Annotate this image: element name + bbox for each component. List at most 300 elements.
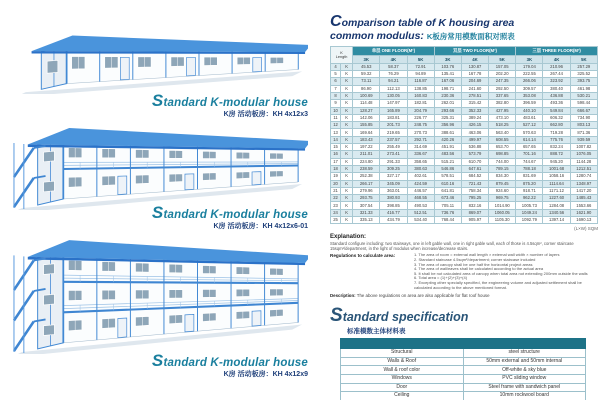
house-title: Standard K-modular house — [151, 91, 308, 110]
table-cell: 598.44 — [570, 100, 597, 107]
table-cell: 179.04 — [516, 63, 543, 70]
table-cell: 721.43 — [461, 180, 488, 187]
table-cell: 734.90 — [570, 114, 597, 121]
table-cell: 641.81 — [434, 187, 461, 194]
table-cell: 24 — [331, 209, 341, 216]
table-cell: 440.10 — [516, 107, 543, 114]
spec-item: Structural — [341, 349, 464, 358]
table-cell: 7 — [331, 85, 341, 92]
table-cell: 1001.68 — [543, 165, 570, 172]
table-cell: 252.38 — [353, 173, 380, 180]
table-cell: K — [341, 180, 353, 187]
table-row — [331, 122, 598, 129]
spec-value: steel structure — [463, 349, 586, 358]
table-cell: 1007.82 — [570, 144, 597, 151]
table-cell: 198.71 — [434, 85, 461, 92]
table-sub-header: 4K — [543, 55, 570, 63]
table-cell: 142.06 — [353, 114, 380, 121]
table-cell: 962.22 — [516, 195, 543, 202]
table-cell: 323.92 — [543, 78, 570, 85]
table-cell: 1340.56 — [543, 209, 570, 216]
table-row — [331, 136, 598, 143]
table-cell: 427.95 — [489, 107, 516, 114]
table-cell: K — [341, 122, 353, 129]
table-cell: 388.61 — [434, 129, 461, 136]
table-cell: 19 — [331, 173, 341, 180]
table-cell: 12 — [331, 122, 341, 129]
table-cell: K — [341, 187, 353, 194]
table-cell: 147.97 — [380, 100, 407, 107]
table-cell: 23 — [331, 202, 341, 209]
table-cell: 698.85 — [489, 151, 516, 158]
house-subtitle: K房 活动板房：KH 4x12x3 — [223, 110, 308, 118]
table-cell: 869.07 — [461, 209, 488, 216]
table-cell: 1005.73 — [516, 202, 543, 209]
table-row — [331, 187, 598, 194]
table-row — [331, 209, 598, 216]
table-cell: K — [341, 114, 353, 121]
table-cell: 396.59 — [516, 100, 543, 107]
regulations-block — [330, 253, 598, 290]
table-cell: 273.41 — [380, 151, 407, 158]
table-cell: 356.96 — [434, 122, 461, 129]
table-cell: 293.66 — [434, 107, 461, 114]
spec-row — [341, 349, 586, 358]
table-cell: 795.25 — [461, 195, 488, 202]
table-cell: 1227.60 — [543, 195, 570, 202]
house-illustration-1-floor — [16, 28, 308, 94]
house-label-3 — [40, 352, 308, 378]
table-cell: 307.54 — [353, 202, 380, 209]
regulation-item: 6. Total area = (1)+(2)+(3)+(4) — [414, 275, 468, 281]
table-cell: 1397.14 — [543, 217, 570, 224]
table-cell: 473.10 — [489, 114, 516, 121]
table-cell: 183.43 — [353, 136, 380, 143]
spec-table — [340, 338, 586, 400]
table-cell: 112.13 — [380, 85, 407, 92]
table-cell: 493.36 — [543, 100, 570, 107]
table-cell: 382.80 — [489, 100, 516, 107]
table-cell: 380.40 — [543, 85, 570, 92]
table-cell: K — [341, 202, 353, 209]
table-cell: 116.87 — [407, 78, 434, 85]
table-cell: 684.52 — [461, 173, 488, 180]
table-cell: 279.96 — [353, 187, 380, 194]
table-cell: 293.75 — [353, 195, 380, 202]
table-cell: 434.79 — [380, 217, 407, 224]
table-cell: K — [341, 195, 353, 202]
table-cell: 606.32 — [543, 114, 570, 121]
table-cell: 1417.20 — [570, 187, 597, 194]
spec-value: 50mm external and 50mm internal — [463, 357, 586, 366]
table-cell: 20 — [331, 180, 341, 187]
house-subtitle: K房 活动板房：KH 4x12x6-01 — [213, 222, 308, 230]
table-cell: 262.01 — [434, 100, 461, 107]
table-cell: 226.77 — [407, 114, 434, 121]
table-cell: 292.71 — [407, 136, 434, 143]
table-cell: 309.25 — [380, 165, 407, 172]
table-cell: 389.24 — [461, 114, 488, 121]
table-cell: 182.81 — [407, 100, 434, 107]
table-cell: 1060.05 — [489, 209, 516, 216]
table-cell: 353.08 — [516, 93, 543, 100]
table-cell: 536.88 — [461, 144, 488, 151]
table-cell: 14 — [331, 136, 341, 143]
table-row — [331, 180, 598, 187]
table-cell: 363.01 — [380, 187, 407, 194]
table-row — [331, 144, 598, 151]
table-cell: 266.17 — [353, 180, 380, 187]
table-cell: 21 — [331, 187, 341, 194]
table-cell: K — [341, 165, 353, 172]
table-cell: 135.41 — [434, 71, 461, 78]
table-row — [331, 63, 598, 70]
right-panel — [330, 14, 598, 400]
table-cell: K — [341, 217, 353, 224]
table-cell: 534.40 — [407, 217, 434, 224]
table-cell: K — [341, 158, 353, 165]
table-cell: 463.06 — [461, 129, 488, 136]
table-row — [331, 173, 598, 180]
table-cell: 1076.05 — [570, 151, 597, 158]
table-cell: 744.67 — [516, 158, 543, 165]
table-cell: 204.79 — [407, 107, 434, 114]
table-cell: K — [341, 144, 353, 151]
table-cell: 1092.79 — [516, 217, 543, 224]
table-cell: 291.33 — [380, 158, 407, 165]
explanation-heading: Explanation: — [330, 234, 367, 241]
table-row — [331, 165, 598, 172]
table-cell: 436.88 — [543, 93, 570, 100]
table-cell: 490.53 — [407, 202, 434, 209]
table-cell: 446.57 — [407, 187, 434, 194]
table-cell: K — [341, 93, 353, 100]
regulation-item: 5. It shall be not calculated area of canopy when total area not extending 200mm outside the walls — [414, 270, 588, 276]
table-cell: 666.67 — [570, 107, 597, 114]
table-cell: 546.86 — [434, 165, 461, 172]
table-cell: 59.32 — [353, 71, 380, 78]
regulation-item: 4. The area of wall/eaves shall be calculated according to the actual area — [414, 266, 544, 272]
table-cell: 169.64 — [353, 129, 380, 136]
table-cell: K — [341, 71, 353, 78]
table-cell: 701.16 — [516, 151, 543, 158]
house-label-1 — [40, 92, 308, 118]
table-cell: 662.80 — [543, 122, 570, 129]
spec-row — [341, 357, 586, 366]
table-sub-header: 5K — [407, 55, 434, 63]
table-cell: 834.30 — [489, 173, 516, 180]
table-cell: 160.83 — [407, 93, 434, 100]
table-cell: 130.05 — [380, 93, 407, 100]
table-cell: 267.44 — [543, 71, 570, 78]
table-row — [331, 71, 598, 78]
table-cell: 335.13 — [353, 217, 380, 224]
table-cell: 380.63 — [407, 165, 434, 172]
table-cell: 736.76 — [434, 209, 461, 216]
table-cell: 563.40 — [489, 129, 516, 136]
table-cell: 610.70 — [461, 158, 488, 165]
table-cell: 879.45 — [489, 180, 516, 187]
table-cell: 518.25 — [489, 122, 516, 129]
table-cell: 398.85 — [380, 202, 407, 209]
spec-item: Wall & roof color — [341, 366, 464, 375]
table-cell: K — [341, 107, 353, 114]
table-cell: 157.05 — [489, 63, 516, 70]
table-cell: 327.17 — [380, 173, 407, 180]
house-illustration-2-floor — [12, 120, 308, 210]
table-row — [331, 93, 598, 100]
table-cell: 918.71 — [516, 187, 543, 194]
table-cell: 803.13 — [570, 122, 597, 129]
table-cell: 167.06 — [434, 78, 461, 85]
table-cell: K — [341, 85, 353, 92]
table-sub-header: 3K — [353, 55, 380, 63]
table-row — [331, 107, 598, 114]
table-cell: 5 — [331, 71, 341, 78]
table-cell: 789.15 — [489, 165, 516, 172]
table-cell: 1690.13 — [570, 217, 597, 224]
table-cell: 719.28 — [543, 129, 570, 136]
spec-heading — [330, 306, 598, 335]
table-cell: 426.15 — [461, 122, 488, 129]
table-cell: 924.60 — [489, 187, 516, 194]
table-cell: 530.21 — [570, 93, 597, 100]
table-cell: 211.01 — [353, 151, 380, 158]
table-cell: 345.09 — [380, 180, 407, 187]
spec-title: Standard specification — [330, 305, 469, 327]
spec-value: PVC sliding window — [463, 374, 586, 383]
table-cell: 247.35 — [489, 78, 516, 85]
table-cell: 11 — [331, 114, 341, 121]
table-cell: 241.60 — [461, 85, 488, 92]
house-subtitle: K房 活动板房：KH 4x12x9 — [223, 370, 308, 378]
house-title: Standard K-modular house — [151, 351, 308, 370]
table-cell: 570.63 — [516, 129, 543, 136]
table-cell: 549.84 — [543, 107, 570, 114]
table-cell: 197.22 — [353, 144, 380, 151]
table-cell: 461.98 — [570, 85, 597, 92]
explanation-text: Standard configure including: two stairways, one in left gable wall, one in right gable wall, each of those is 4.5sqm², corner staircase 15sqm²/department, in the light of modulus when increase/decrease stairs. — [330, 241, 574, 252]
table-cell: 278.51 — [461, 93, 488, 100]
table-cell: 248.75 — [407, 122, 434, 129]
table-cell: 337.65 — [489, 93, 516, 100]
table-cell: K — [341, 129, 353, 136]
regulations-label: Regulations to calculate area: — [330, 253, 396, 259]
house-label-2 — [40, 204, 308, 230]
table-cell: 788.18 — [516, 165, 543, 172]
table-cell: 155.85 — [353, 122, 380, 129]
table-cell: 257.29 — [570, 63, 597, 70]
table-cell: 255.49 — [380, 144, 407, 151]
table-cell: 1212.51 — [570, 165, 597, 172]
table-row — [331, 202, 598, 209]
table-cell: 483.61 — [516, 114, 543, 121]
table-cell: 393.75 — [570, 78, 597, 85]
table-cell: 1105.30 — [489, 217, 516, 224]
spec-item: Windows — [341, 374, 464, 383]
table-cell: 775.76 — [543, 136, 570, 143]
table-cell: 165.89 — [380, 107, 407, 114]
table-cell: 512.51 — [407, 209, 434, 216]
description-text: The above regulations on area are also applicable for flat roof house — [356, 293, 490, 299]
comparison-title-line2 — [330, 31, 598, 42]
table-cell: 515.21 — [434, 158, 461, 165]
regulation-item: 3. The area of canopy shall be one half the horizontal project areas — [414, 261, 533, 267]
table-cell: 888.72 — [543, 151, 570, 158]
table-cell: 103.76 — [434, 63, 461, 70]
table-cell: 380.93 — [380, 195, 407, 202]
table-cell: K — [341, 78, 353, 85]
table-cell: 128.27 — [353, 107, 380, 114]
table-cell: 1284.08 — [543, 202, 570, 209]
table-cell: 94.89 — [407, 71, 434, 78]
table-cell: K — [341, 173, 353, 180]
table-cell: 1280.74 — [570, 173, 597, 180]
table-cell: 945.20 — [543, 158, 570, 165]
table-cell: 1114.64 — [543, 180, 570, 187]
table-cell: 610.16 — [434, 180, 461, 187]
table-cell: 1144.28 — [570, 158, 597, 165]
table-cell: 1058.16 — [543, 173, 570, 180]
table-cell: 527.12 — [516, 122, 543, 129]
table-cell: 451.91 — [434, 144, 461, 151]
table-cell: 1485.43 — [570, 195, 597, 202]
table-cell: 202.20 — [489, 71, 516, 78]
table-group-header: 单层 ONE FLOOR(M²) — [353, 46, 435, 55]
table-cell: 8 — [331, 93, 341, 100]
table-cell: K — [341, 209, 353, 216]
table-cell: 468.55 — [407, 195, 434, 202]
table-sub-header: 5K — [570, 55, 597, 63]
table-cell: 130.87 — [461, 63, 488, 70]
table-cell: 483.56 — [434, 151, 461, 158]
comparison-table — [330, 46, 598, 225]
table-cell: 100.69 — [353, 93, 380, 100]
table-cell: 224.80 — [353, 158, 380, 165]
table-cell: 647.61 — [461, 165, 488, 172]
table-group-header: 双层 TWO FLOOR(M²) — [434, 46, 516, 55]
table-sub-header: 5K — [489, 55, 516, 63]
table-cell: 22 — [331, 195, 341, 202]
table-row — [331, 78, 598, 85]
regulations-list — [414, 253, 598, 290]
comparison-title-line1: Comparison table of K housing area — [330, 13, 515, 30]
table-cell: 201.73 — [380, 122, 407, 129]
table-cell: 758.34 — [461, 187, 488, 194]
table-cell: K — [341, 151, 353, 158]
regulation-item: 1. The area of room = external wall length × external wall width × number of layers — [414, 252, 560, 258]
table-cell: 237.57 — [380, 136, 407, 143]
table-cell: 266.06 — [516, 78, 543, 85]
table-cell: 1049.24 — [516, 209, 543, 216]
spec-title-cn: 标准模数主体材料表 — [347, 328, 406, 336]
house-title: Standard K-modular house — [151, 203, 308, 222]
table-cell: 138.85 — [407, 85, 434, 92]
table-cell: 10 — [331, 107, 341, 114]
table-cell: 831.69 — [516, 173, 543, 180]
spec-item: Door — [341, 383, 464, 392]
table-cell: 499.97 — [461, 136, 488, 143]
table-cell: 238.59 — [353, 165, 380, 172]
table-cell: 653.70 — [489, 144, 516, 151]
table-sub-header: 4K — [380, 55, 407, 63]
table-row — [331, 158, 598, 165]
spec-row — [341, 374, 586, 383]
table-cell: 325.31 — [434, 114, 461, 121]
table-cell: 114.48 — [353, 100, 380, 107]
table-cell: 4 — [331, 63, 341, 70]
table-sub-header: 4K — [461, 55, 488, 63]
table-cell: 657.65 — [516, 144, 543, 151]
table-cell: 673.46 — [434, 195, 461, 202]
table-cell: 939.59 — [570, 136, 597, 143]
table-cell: 336.67 — [407, 151, 434, 158]
spec-item: Walls & Roof — [341, 357, 464, 366]
table-row — [331, 100, 598, 107]
table-cell: 1553.66 — [570, 202, 597, 209]
table-cell: 871.36 — [570, 129, 597, 136]
table-cell: 25 — [331, 217, 341, 224]
table-cell: 315.42 — [461, 100, 488, 107]
table-cell: 1621.90 — [570, 209, 597, 216]
spec-value: Steel frame with sandwich panel — [463, 383, 586, 392]
table-row — [331, 195, 598, 202]
table-row — [331, 217, 598, 224]
table-cell: 309.57 — [516, 85, 543, 92]
table-cell: 204.69 — [461, 78, 488, 85]
table-corner-header: K Length — [331, 46, 353, 63]
table-cell: 230.36 — [434, 93, 461, 100]
table-cell: 219.65 — [380, 129, 407, 136]
table-cell: K — [341, 136, 353, 143]
table-cell: 73.11 — [353, 78, 380, 85]
unit-note: (L×W) SQM — [574, 226, 598, 232]
table-cell: 832.16 — [461, 202, 488, 209]
table-cell: 167.78 — [461, 71, 488, 78]
table-cell: 45.53 — [353, 63, 380, 70]
table-cell: 578.51 — [434, 173, 461, 180]
table-cell: 15 — [331, 144, 341, 151]
table-cell: 832.24 — [543, 144, 570, 151]
table-row — [331, 129, 598, 136]
table-cell: 352.33 — [461, 107, 488, 114]
spec-row — [341, 366, 586, 375]
description-line — [330, 293, 598, 298]
spec-value: Off-white & sky blue — [463, 366, 586, 375]
table-cell: 72.91 — [407, 63, 434, 70]
table-cell: 13 — [331, 129, 341, 136]
table-cell: 969.75 — [489, 195, 516, 202]
table-cell: 292.50 — [489, 85, 516, 92]
table-cell: 420.26 — [434, 136, 461, 143]
table-group-header: 三层 THREE FLOOR(M²) — [516, 46, 598, 55]
table-cell: 416.77 — [380, 209, 407, 216]
spec-row — [341, 392, 586, 400]
table-cell: K — [341, 63, 353, 70]
table-cell: 424.59 — [407, 180, 434, 187]
table-cell: 314.69 — [407, 144, 434, 151]
table-cell: 17 — [331, 158, 341, 165]
table-cell: 1171.12 — [543, 187, 570, 194]
house-illustration-3-floor — [12, 232, 308, 354]
table-sub-header: 3K — [516, 55, 543, 63]
table-cell: 573.79 — [461, 151, 488, 158]
table-cell: K — [341, 100, 353, 107]
table-cell: 58.37 — [380, 63, 407, 70]
table-cell: 183.81 — [380, 114, 407, 121]
table-cell: 18 — [331, 165, 341, 172]
table-cell: 705.11 — [434, 202, 461, 209]
